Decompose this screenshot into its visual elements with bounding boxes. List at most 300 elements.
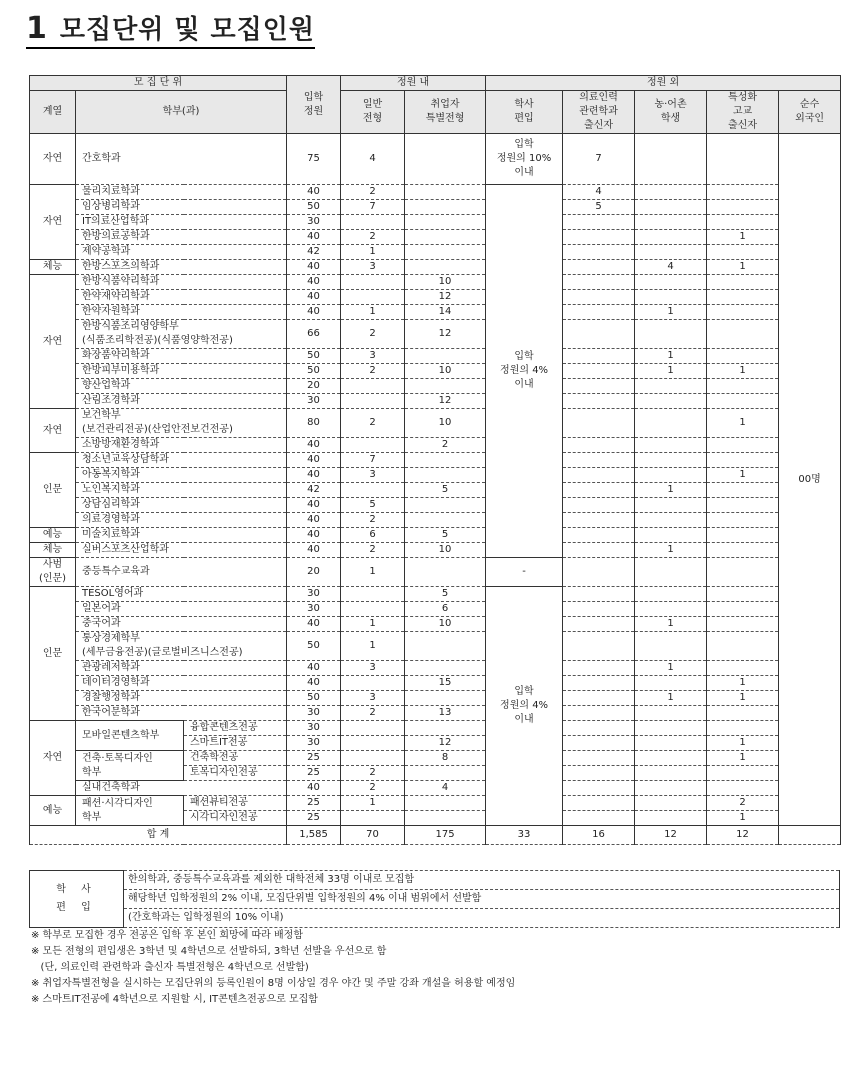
specialized-cell <box>707 632 779 661</box>
dept-cell: 한방스포츠의학과 <box>76 260 287 275</box>
transfer-note-table <box>29 870 840 928</box>
table-row <box>30 134 841 185</box>
specialized-cell <box>707 498 779 513</box>
dept-cell: 화장품약리학과 <box>76 349 287 364</box>
quota-cell: 40 <box>287 290 341 305</box>
bachelor-cell: 입학 정원의 4% 이내 <box>486 587 563 826</box>
rural-cell <box>635 453 707 468</box>
rural-cell <box>635 379 707 394</box>
general-cell: 2 <box>341 543 405 558</box>
medical-cell <box>563 706 635 721</box>
employed-cell: 12 <box>405 736 486 751</box>
general-cell: 1 <box>341 558 405 587</box>
major-cell: 융합콘텐츠전공 <box>184 721 287 736</box>
table-row <box>30 498 841 513</box>
foreign-total-cell: 00명 <box>779 134 841 826</box>
general-cell: 2 <box>341 781 405 796</box>
transfer-label-2: 편 입 <box>56 902 97 913</box>
medical-cell <box>563 290 635 305</box>
dept-cell: 한국어문학과 <box>76 706 287 721</box>
section-number: 1 <box>26 11 48 46</box>
employed-cell <box>405 245 486 260</box>
general-cell: 1 <box>341 796 405 811</box>
quota-cell: 20 <box>287 379 341 394</box>
total-general: 70 <box>341 826 405 845</box>
dept-cell: 간호학과 <box>76 134 287 185</box>
medical-cell <box>563 379 635 394</box>
employed-cell <box>405 215 486 230</box>
general-cell: 2 <box>341 766 405 781</box>
table-row <box>30 513 841 528</box>
rural-cell: 1 <box>635 305 707 320</box>
medical-cell <box>563 751 635 766</box>
specialized-cell <box>707 661 779 676</box>
table-row <box>30 364 841 379</box>
employed-cell <box>405 468 486 483</box>
general-cell <box>341 379 405 394</box>
specialized-cell <box>707 245 779 260</box>
header-dept: 학부(과) <box>76 91 287 134</box>
general-cell <box>341 811 405 826</box>
dept-cell: 데이터경영학과 <box>76 676 287 691</box>
table-row <box>30 706 841 721</box>
rural-cell <box>635 796 707 811</box>
table-row <box>30 721 841 736</box>
specialized-cell <box>707 558 779 587</box>
rural-cell <box>635 602 707 617</box>
medical-cell <box>563 796 635 811</box>
quota-cell: 40 <box>287 260 341 275</box>
header-employed: 취업자 특별전형 <box>405 91 486 134</box>
quota-cell: 25 <box>287 811 341 826</box>
quota-cell: 80 <box>287 409 341 438</box>
medical-cell <box>563 617 635 632</box>
table-row <box>30 617 841 632</box>
medical-cell: 5 <box>563 200 635 215</box>
table-row <box>30 632 841 661</box>
table-row <box>30 676 841 691</box>
medical-cell <box>563 320 635 349</box>
medical-cell <box>563 230 635 245</box>
general-cell <box>341 602 405 617</box>
employed-cell <box>405 513 486 528</box>
header-rural: 농·어촌 학생 <box>635 91 707 134</box>
specialized-cell: 1 <box>707 691 779 706</box>
dept-cell: 경찰행정학과 <box>76 691 287 706</box>
dept-cell: 상담심리학과 <box>76 498 287 513</box>
table-row <box>30 230 841 245</box>
table-row <box>30 394 841 409</box>
table-row <box>30 290 841 305</box>
transfer-label-1: 학 사 <box>56 884 97 895</box>
employed-cell: 10 <box>405 543 486 558</box>
table-row <box>30 543 841 558</box>
field-cell: 사범 (인문) <box>30 558 76 587</box>
employed-cell <box>405 379 486 394</box>
rural-cell <box>635 275 707 290</box>
quota-cell: 30 <box>287 394 341 409</box>
general-cell <box>341 736 405 751</box>
dept-cell: 중등특수교육과 <box>76 558 287 587</box>
rural-cell <box>635 766 707 781</box>
general-cell: 2 <box>341 320 405 349</box>
employed-cell: 5 <box>405 528 486 543</box>
dept-cell: 의료경영학과 <box>76 513 287 528</box>
general-cell <box>341 275 405 290</box>
employed-cell <box>405 632 486 661</box>
employed-cell: 10 <box>405 275 486 290</box>
employed-cell: 15 <box>405 676 486 691</box>
transfer-note-line: 해당학년 입학정원의 2% 이내, 모집단위별 입학정원의 4% 이내 범위에서 선발함 <box>124 890 840 909</box>
employed-cell <box>405 134 486 185</box>
dept-cell: 향산업학과 <box>76 379 287 394</box>
header-specialized: 특성화 고교 출신자 <box>707 91 779 134</box>
medical-cell <box>563 409 635 438</box>
table-row <box>30 245 841 260</box>
specialized-cell <box>707 134 779 185</box>
table-row <box>30 275 841 290</box>
general-cell <box>341 394 405 409</box>
specialized-cell <box>707 453 779 468</box>
specialized-cell: 1 <box>707 811 779 826</box>
general-cell <box>341 676 405 691</box>
specialized-cell <box>707 602 779 617</box>
rural-cell: 1 <box>635 349 707 364</box>
rural-cell <box>635 215 707 230</box>
general-cell: 3 <box>341 349 405 364</box>
employed-cell <box>405 200 486 215</box>
medical-cell <box>563 691 635 706</box>
employed-cell: 4 <box>405 781 486 796</box>
rural-cell <box>635 632 707 661</box>
transfer-note-line: 한의학과, 중등특수교육과를 제외한 대학전체 33명 이내로 모집함 <box>124 871 840 890</box>
general-cell: 3 <box>341 260 405 275</box>
dept-cell: 한약재약리학과 <box>76 290 287 305</box>
rural-cell <box>635 230 707 245</box>
specialized-cell <box>707 721 779 736</box>
dept-cell: 산림조경학과 <box>76 394 287 409</box>
quota-cell: 75 <box>287 134 341 185</box>
general-cell: 2 <box>341 230 405 245</box>
rural-cell <box>635 811 707 826</box>
field-cell: 예능 <box>30 796 76 826</box>
quota-cell: 66 <box>287 320 341 349</box>
dept-cell: IT의료산업학과 <box>76 215 287 230</box>
transfer-label <box>30 871 124 928</box>
quota-cell: 40 <box>287 617 341 632</box>
dept-cell: 실버스포츠산업학과 <box>76 543 287 558</box>
table-row <box>30 483 841 498</box>
table-row <box>30 661 841 676</box>
bachelor-cell: 입학 정원의 4% 이내 <box>486 185 563 558</box>
field-cell: 자연 <box>30 721 76 796</box>
quota-cell: 50 <box>287 349 341 364</box>
specialized-cell <box>707 617 779 632</box>
dept-cell: 청소년교육상담학과 <box>76 453 287 468</box>
quota-cell: 40 <box>287 543 341 558</box>
rural-cell <box>635 587 707 602</box>
total-bachelor: 33 <box>486 826 563 845</box>
medical-cell <box>563 498 635 513</box>
table-row <box>30 453 841 468</box>
quota-cell: 30 <box>287 736 341 751</box>
employed-cell: 12 <box>405 290 486 305</box>
quota-cell: 40 <box>287 468 341 483</box>
employed-cell <box>405 260 486 275</box>
medical-cell <box>563 676 635 691</box>
header-unit: 모 집 단 위 <box>30 76 287 91</box>
specialized-cell <box>707 349 779 364</box>
table-row <box>30 558 841 587</box>
employed-cell <box>405 453 486 468</box>
medical-cell <box>563 453 635 468</box>
rural-cell <box>635 245 707 260</box>
medical-cell <box>563 364 635 379</box>
specialized-cell: 1 <box>707 230 779 245</box>
general-cell: 2 <box>341 706 405 721</box>
quota-cell: 40 <box>287 528 341 543</box>
general-cell: 1 <box>341 617 405 632</box>
employed-cell <box>405 766 486 781</box>
general-cell <box>341 587 405 602</box>
footnote: ※ 학부로 모집한 경우 전공은 입학 후 본인 희망에 따라 배정함 <box>31 930 304 941</box>
medical-cell <box>563 543 635 558</box>
specialized-cell <box>707 483 779 498</box>
field-cell: 체능 <box>30 543 76 558</box>
dept-cell: 한방식품약리학과 <box>76 275 287 290</box>
footnotes <box>31 928 515 1008</box>
table-row <box>30 602 841 617</box>
employed-cell <box>405 349 486 364</box>
quota-cell: 20 <box>287 558 341 587</box>
dept-cell: 소방방재환경학과 <box>76 438 287 453</box>
quota-cell: 40 <box>287 275 341 290</box>
quota-cell: 40 <box>287 185 341 200</box>
table-row <box>30 528 841 543</box>
general-cell <box>341 215 405 230</box>
employed-cell <box>405 811 486 826</box>
major-cell: 패션뷰티전공 <box>184 796 287 811</box>
field-cell: 자연 <box>30 275 76 409</box>
header-outside: 정원 외 <box>486 76 841 91</box>
table-row <box>30 349 841 364</box>
dept-cell: 노인복지학과 <box>76 483 287 498</box>
header-row <box>30 91 841 134</box>
footnote: ※ 모든 전형의 편입생은 3학년 및 4학년으로 선발하되, 3학년 선발을 우선으로 함 <box>31 946 387 957</box>
rural-cell <box>635 751 707 766</box>
quota-cell: 42 <box>287 483 341 498</box>
rural-cell <box>635 498 707 513</box>
employed-cell: 13 <box>405 706 486 721</box>
medical-cell: 4 <box>563 185 635 200</box>
general-cell: 7 <box>341 453 405 468</box>
table-row <box>30 320 841 349</box>
medical-cell <box>563 661 635 676</box>
medical-cell <box>563 215 635 230</box>
medical-cell <box>563 528 635 543</box>
rural-cell <box>635 320 707 349</box>
rural-cell: 1 <box>635 543 707 558</box>
medical-cell <box>563 349 635 364</box>
medical-cell <box>563 587 635 602</box>
specialized-cell <box>707 528 779 543</box>
rural-cell <box>635 290 707 305</box>
quota-cell: 30 <box>287 215 341 230</box>
table-row <box>30 751 841 766</box>
field-cell: 자연 <box>30 134 76 185</box>
dept-cell: 한약자원학과 <box>76 305 287 320</box>
medical-cell <box>563 305 635 320</box>
specialized-cell <box>707 290 779 305</box>
dept-cell: 실내건축학과 <box>76 781 287 796</box>
rural-cell <box>635 438 707 453</box>
dept-cell: 제약공학과 <box>76 245 287 260</box>
medical-cell <box>563 468 635 483</box>
general-cell: 2 <box>341 513 405 528</box>
quota-cell: 30 <box>287 721 341 736</box>
employed-cell: 12 <box>405 394 486 409</box>
medical-cell <box>563 736 635 751</box>
medical-cell <box>563 766 635 781</box>
major-cell: 스마트IT전공 <box>184 736 287 751</box>
rural-cell <box>635 468 707 483</box>
general-cell: 1 <box>341 632 405 661</box>
specialized-cell: 2 <box>707 796 779 811</box>
quota-cell: 50 <box>287 632 341 661</box>
total-row <box>30 826 841 845</box>
quota-cell: 30 <box>287 706 341 721</box>
bachelor-cell: - <box>486 558 563 587</box>
specialized-cell: 1 <box>707 736 779 751</box>
general-cell <box>341 721 405 736</box>
quota-cell: 40 <box>287 453 341 468</box>
quota-table <box>29 75 841 845</box>
specialized-cell <box>707 394 779 409</box>
total-label: 합 계 <box>30 826 287 845</box>
header-general: 일반 전형 <box>341 91 405 134</box>
medical-cell: 7 <box>563 134 635 185</box>
quota-cell: 50 <box>287 200 341 215</box>
quota-cell: 40 <box>287 498 341 513</box>
rural-cell <box>635 676 707 691</box>
medical-cell <box>563 260 635 275</box>
table-row <box>30 379 841 394</box>
header-medical: 의료인력 관련학과 출신자 <box>563 91 635 134</box>
total-rural: 12 <box>635 826 707 845</box>
footnote: ※ 취업자특별전형을 실시하는 모집단위의 등록인원이 8명 이상일 경우 야간 및 주말 강좌 개설을 허용할 예정임 <box>31 978 516 989</box>
general-cell: 7 <box>341 200 405 215</box>
field-cell: 체능 <box>30 260 76 275</box>
medical-cell <box>563 513 635 528</box>
specialized-cell <box>707 543 779 558</box>
rural-cell <box>635 134 707 185</box>
medical-cell <box>563 275 635 290</box>
specialized-cell <box>707 185 779 200</box>
specialized-cell: 1 <box>707 364 779 379</box>
general-cell: 2 <box>341 364 405 379</box>
specialized-cell <box>707 438 779 453</box>
table-row <box>30 215 841 230</box>
dept-cell: 미술치료학과 <box>76 528 287 543</box>
header-quota: 입학 정원 <box>287 76 341 134</box>
table-row <box>30 468 841 483</box>
medical-cell <box>563 781 635 796</box>
specialized-cell <box>707 706 779 721</box>
employed-cell: 12 <box>405 320 486 349</box>
rural-cell <box>635 736 707 751</box>
footnote: ※ 스마트IT전공에 4학년으로 지원할 시, IT콘텐츠전공으로 모집함 <box>31 994 318 1005</box>
employed-cell <box>405 691 486 706</box>
general-cell: 5 <box>341 498 405 513</box>
rural-cell <box>635 721 707 736</box>
general-cell: 3 <box>341 468 405 483</box>
quota-cell: 50 <box>287 364 341 379</box>
page-title <box>26 12 315 49</box>
transfer-note-line: (간호학과는 입학정원의 10% 이내) <box>124 909 840 928</box>
quota-cell: 40 <box>287 781 341 796</box>
employed-cell: 10 <box>405 617 486 632</box>
total-specialized: 12 <box>707 826 779 845</box>
field-cell: 자연 <box>30 185 76 260</box>
general-cell <box>341 483 405 498</box>
header-bachelor: 학사 편입 <box>486 91 563 134</box>
rural-cell <box>635 185 707 200</box>
rural-cell <box>635 409 707 438</box>
general-cell <box>341 751 405 766</box>
header-row <box>30 76 841 91</box>
dept-cell: 건축·토목디자인 학부 <box>76 751 184 781</box>
employed-cell <box>405 721 486 736</box>
medical-cell <box>563 438 635 453</box>
table-row <box>30 587 841 602</box>
employed-cell: 6 <box>405 602 486 617</box>
total-quota: 1,585 <box>287 826 341 845</box>
general-cell: 1 <box>341 305 405 320</box>
specialized-cell <box>707 320 779 349</box>
table-row <box>30 260 841 275</box>
specialized-cell: 1 <box>707 676 779 691</box>
medical-cell <box>563 811 635 826</box>
employed-cell <box>405 661 486 676</box>
header-field: 계열 <box>30 91 76 134</box>
medical-cell <box>563 602 635 617</box>
major-cell: 건축학전공 <box>184 751 287 766</box>
dept-cell: 관광레저학과 <box>76 661 287 676</box>
dept-cell: 임상병리학과 <box>76 200 287 215</box>
rural-cell: 1 <box>635 364 707 379</box>
rural-cell: 4 <box>635 260 707 275</box>
quota-cell: 30 <box>287 587 341 602</box>
employed-cell: 5 <box>405 483 486 498</box>
medical-cell <box>563 632 635 661</box>
table-row <box>30 200 841 215</box>
dept-cell: 중국어과 <box>76 617 287 632</box>
footnote: (단, 의료인력 관련학과 출신자 특별전형은 4학년으로 선발함) <box>31 962 309 973</box>
employed-cell <box>405 230 486 245</box>
specialized-cell <box>707 305 779 320</box>
quota-cell: 40 <box>287 438 341 453</box>
rural-cell: 1 <box>635 661 707 676</box>
header-foreign: 순수 외국인 <box>779 91 841 134</box>
quota-cell: 50 <box>287 691 341 706</box>
rural-cell <box>635 558 707 587</box>
table-row <box>30 438 841 453</box>
quota-cell: 40 <box>287 676 341 691</box>
quota-cell: 25 <box>287 796 341 811</box>
total-medical: 16 <box>563 826 635 845</box>
employed-cell <box>405 796 486 811</box>
employed-cell: 5 <box>405 587 486 602</box>
